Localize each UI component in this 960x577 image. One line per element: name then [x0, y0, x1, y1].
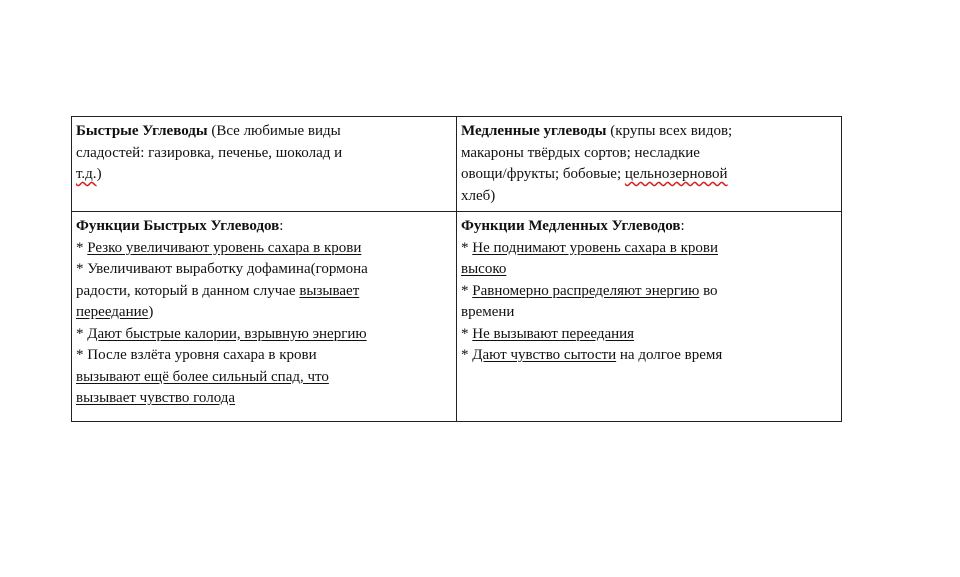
bullet-star: * [461, 282, 473, 299]
table-row [72, 117, 842, 212]
bullet-star: * [76, 239, 88, 256]
slow-function-3: Не вызывают переедания [472, 325, 635, 342]
fast-function-2c: вызывает [299, 282, 360, 299]
fast-function-4a: * После взлёта уровня сахара в крови [76, 347, 317, 363]
slow-function-2a: Равномерно распределяют энергию [472, 282, 700, 299]
slow-carbs-desc-3: овощи/фрукты; бобовые; [461, 166, 625, 182]
fast-carbs-desc-1: (Все любимые виды [207, 123, 341, 139]
slow-functions-title: Функции Медленных Углеводов [461, 218, 681, 234]
fast-function-3: Дают быстрые калории, взрывную энергию [87, 325, 367, 342]
slow-carbs-title: Медленные углеводы [461, 123, 607, 139]
fast-function-2e: ) [148, 304, 154, 320]
bullet-star: * [461, 239, 473, 256]
fast-carbs-header-cell[interactable] [72, 117, 457, 212]
fast-functions-title: Функции Быстрых Углеводов [76, 218, 280, 234]
table-row [72, 212, 842, 422]
fast-function-4c: вызывает чувство голода [76, 390, 236, 406]
fast-functions-cell[interactable] [72, 212, 457, 422]
fast-function-2b: радости, который в данном случае [76, 282, 300, 299]
carbohydrates-table [71, 116, 842, 422]
fast-function-2a: * Увеличивают выработку дофамина(гормона [76, 261, 368, 277]
fast-carbs-title: Быстрые Углеводы [76, 123, 208, 139]
fast-carbs-desc-2: сладостей: газировка, печенье, шоколад и [76, 144, 343, 161]
bullet-star: * [461, 325, 473, 342]
slow-carbs-desc-4: хлеб) [461, 187, 496, 204]
fast-function-4b: вызывают ещё более сильный спад, что [76, 368, 329, 385]
fast-carbs-close: ) [96, 166, 102, 182]
fast-carbs-abbrev: т.д. [76, 166, 97, 182]
slow-function-1b: высоко [461, 261, 507, 277]
fast-function-1: Резко увеличивают уровень сахара в крови [87, 239, 362, 256]
slow-carbs-desc-2: макароны твёрдых сортов; несладкие [461, 144, 700, 161]
slow-function-1a: Не поднимают уровень сахара в крови [472, 239, 718, 256]
bullet-star: * [76, 325, 88, 342]
slow-carbs-header-cell[interactable] [457, 117, 842, 212]
colon: : [279, 218, 284, 234]
slow-function-4a: Дают чувство сытости [472, 347, 617, 363]
slow-function-2b: во [699, 282, 718, 299]
slow-functions-cell[interactable] [457, 212, 842, 422]
slow-function-4b: на долгое время [616, 347, 723, 363]
slow-function-2c: времени [461, 304, 515, 320]
fast-function-2d: переедание [76, 304, 149, 320]
slow-carbs-wholegrain: цельнозерновой [624, 166, 728, 182]
bullet-star: * [461, 347, 473, 363]
colon: : [680, 218, 685, 234]
slow-carbs-desc-1: (крупы всех видов; [606, 123, 733, 139]
